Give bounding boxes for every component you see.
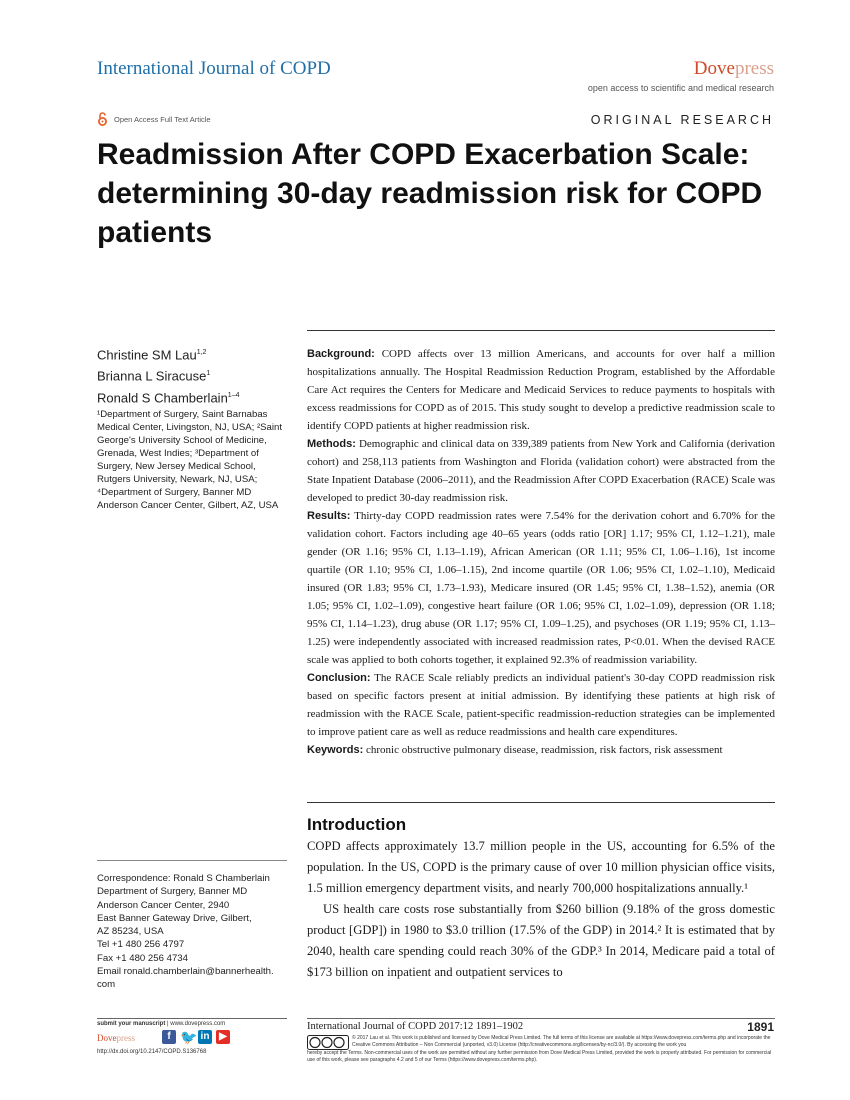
open-access-badge [97, 112, 211, 126]
creative-commons-icon[interactable] [307, 1035, 349, 1050]
open-access-lock-icon [97, 112, 108, 126]
abstract-results: Results: Thirty-day COPD readmission rates were 7.54% for the derivation cohort and 6.70% for the validation cohort. Factors including age 40–65 years (odds ratio [OR] 1.17; 95% CI, 1.12–1.21), male gender (OR 1.16; 95% CI, 1.13–1.19), African American (OR 1.11; 95% CI, 1.06–1.16), 1st income quartile (OR 1.10; 95% CI, 1.06–1.15), 2nd income quartile (OR 1.06; 95% CI, 1.02–1.10), Medicaid insured (OR 1.83; 95% CI, 1.73–1.93), Medicare insured (OR 1.45; 95% CI, 1.38–1.52), anemia (OR 1.05; 95% CI, 1.02–1.09), congestive heart failure (OR 1.06; 95% CI, 1.02–1.09), depression (OR 1.18; 95% CI, 1.14–1.23), drug abuse (OR 1.17; 95% CI, 1.09–1.25), and psychoses (OR 1.19; 95% CI, 1.13–1.25) were independently associated with increased readmission rates, P<0.01. When the devised RACE scale was applied to both cohorts together, it explained 92.3% of readmission variability. [307, 510, 775, 666]
journal-citation: International Journal of COPD 2017:12 1891–1902 [307, 1021, 524, 1032]
footer-publisher-logo[interactable]: Dovepress [97, 1033, 135, 1043]
abstract-top-rule [307, 330, 775, 331]
twitter-icon[interactable]: 🐦 [180, 1029, 198, 1045]
affiliations: ¹Department of Surgery, Saint Barnabas Medical Center, Livingston, NJ, USA; ²Saint George's University School of Medicine, Grenada, West Indies; ³Department of Surgery, New Jersey Medical School, Rutgers University, Newark, NJ, USA; ⁴Department of Surgery, Banner MD Anderson Cancer Center, Gilbert, AZ, USA [97, 409, 283, 511]
introduction-heading: Introduction [307, 815, 407, 834]
page-number: 1891 [747, 1020, 774, 1034]
article-title: Readmission After COPD Exacerbation Scale: determining 30-day readmission risk for COPD patients [97, 138, 763, 249]
publisher-logo-press: press [734, 58, 774, 79]
facebook-icon[interactable]: f [162, 1030, 176, 1044]
author[interactable]: Ronald S Chamberlain$^{1-4}$ [97, 389, 240, 405]
open-access-label: Open Access Full Text Article [114, 114, 211, 124]
section-label: ORIGINAL RESEARCH [590, 113, 774, 127]
linkedin-icon[interactable]: in [198, 1030, 212, 1044]
footer-rule [97, 1018, 287, 1019]
author[interactable]: Christine SM Lau$^{1,2}$ [97, 347, 207, 363]
journal-name[interactable]: International Journal of COPD [97, 58, 331, 79]
publisher-logo-dove: Dove [693, 58, 735, 79]
introduction-body [307, 836, 775, 983]
abstract [307, 345, 775, 759]
license-text: hereby accept the Terms. Non-commercial uses of the work are permitted without any further permission from Dove Medical Press Limited, provided the work is properly attributed. For permission for commercial use of this work, please see paragraphs 4.2 and 5 of our Terms (https://www.dovepress.com/terms.php). [307, 1050, 772, 1064]
license-text: © 2017 Lau et al. This work is published and licensed by Dove Medical Press Limited. The full terms of this license are available at https://www.dovepress.com/terms.php and incorporate the Creative Commons Attribution – Non Commercial (unported, v3.0) License (http://creativecommons.org/licenses/by-nc/3.0/). By accessing the work you [352, 1035, 771, 1049]
abstract-bottom-rule [307, 802, 775, 803]
footer-rule [307, 1018, 775, 1019]
youtube-icon[interactable]: ▶ [216, 1030, 230, 1044]
submit-manuscript-link[interactable]: submit your manuscript | www.dovepress.com [97, 1021, 226, 1027]
abstract-conclusion: Conclusion: The RACE Scale reliably predicts an individual patient's 30-day COPD readmission risk based on specific factors present at initial admission. By identifying these patients at high risk of readmission with the RACE Scale, patient-specific readmission-reduction strategies can be implemented to improve patient care as well as reduce readmissions and health care expenditures. [307, 672, 775, 738]
correspondence: Correspondence: Ronald S Chamberlain Department of Surgery, Banner MD Anderson Cancer Center, 2940 East Banner Gateway Drive, Gilbert, AZ 85234, USA Tel +1 480 256 4797 Fax +1 480 256 4734 Email ronald.chamberlain@bannerhealth. com [97, 872, 289, 992]
publisher-logo[interactable] [694, 58, 774, 80]
social-links [162, 1030, 230, 1044]
intro-paragraph: COPD affects approximately 13.7 million people in the US, accounting for 6.5% of the population. In the US, COPD is the primary cause of over 10 million physician office visits, 1.5 million emergency department visits, and nearly 700,000 hospitalizations annually.¹ [307, 839, 775, 895]
correspondence-email[interactable]: Email ronald.chamberlain@bannerhealth. [97, 966, 274, 978]
intro-paragraph: US health care costs rose substantially from $260 billion (9.18% of the gross domestic product [GDP]) in 1980 to $3.0 trillion (17.5% of the GDP) in 2014.² It is estimated that by 2040, health care spending could reach 30% of the GDP.³ In 2014, Medicare paid a total of $173 billion on inpatient and outpatient services to [307, 902, 775, 979]
abstract-methods: Methods: Demographic and clinical data on 339,389 patients from New York and California (derivation cohort) and 258,113 patients from Washington and Florida (validation cohort) were abstracted from the State Inpatient Database (2006–2011), and the Readmission After COPD Exacerbation (RACE) Scale was developed to predict 30-day readmission risk. [307, 438, 775, 504]
abstract-keywords: Keywords: chronic obstructive pulmonary disease, readmission, risk factors, risk assessment [307, 744, 723, 756]
doi-link[interactable]: http://dx.doi.org/10.2147/COPD.S136768 [97, 1049, 207, 1055]
correspondence-rule [97, 860, 287, 861]
author[interactable]: Brianna L Siracuse$^1$ [97, 368, 211, 384]
author-list [97, 343, 287, 407]
abstract-background: Background: COPD affects over 13 million Americans, and accounts for over half a million hospitalizations annually. The Hospital Readmission Reduction Program, established by the Affordable Care Act requires the Centers for Medicare and Medicaid Services to reduce payments to hospitals with excess readmissions for COPD as of 2015. This study sought to develop a predictive readmission scale to identify COPD patients at higher readmission risk. [307, 348, 776, 432]
publisher-tagline: open access to scientific and medical research [587, 83, 774, 93]
